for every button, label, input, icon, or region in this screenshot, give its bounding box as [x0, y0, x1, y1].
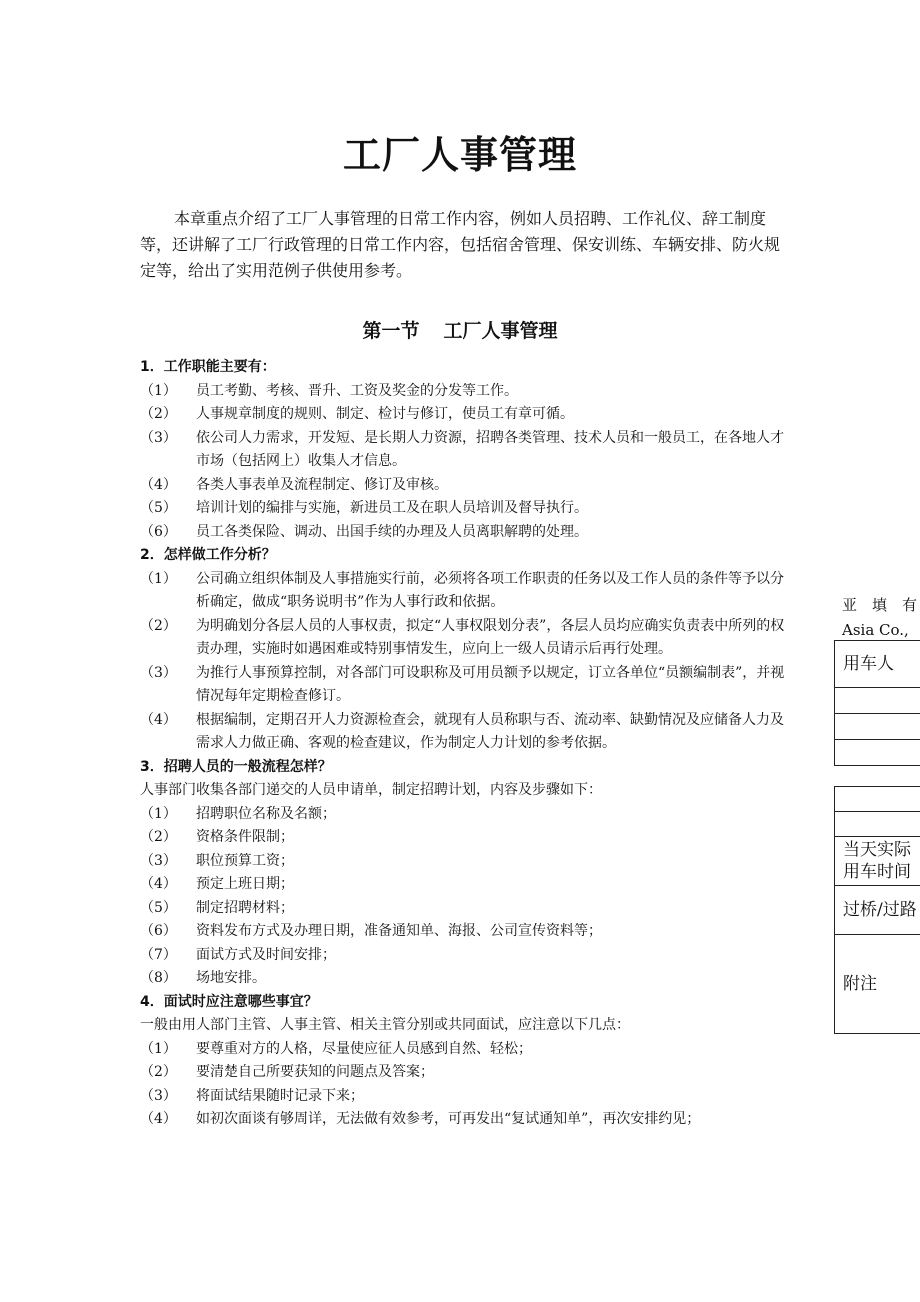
list-item [140, 1108, 790, 1132]
item-number: （1） [140, 382, 177, 399]
item-text: 制定招聘材料； [196, 899, 294, 916]
list-item [140, 850, 790, 874]
list-item [140, 568, 790, 615]
item-text: 为明确划分各层人员的人事权责，拟定“人事权限划分表”，各层人员均应确实负责表中所列的权责办理，实施时如遇困难或特别事情发生，应向上一级人员请示后再行处理。 [196, 617, 785, 657]
item-text: 依公司人力需求，开发短、是长期人力资源，招聘各类管理、技术人员和一般员工，在各地人才市场（包括网上）收集人才信息。 [196, 429, 784, 469]
form-row [835, 641, 920, 688]
list-item [140, 427, 790, 474]
section-title [0, 316, 920, 343]
item-text: 将面试结果随时记录下来； [196, 1087, 364, 1104]
list-item [140, 497, 790, 521]
item-number: （2） [140, 829, 177, 845]
interview-lead: 一般由用人部门主管、人事主管、相关主管分别或共同面试，应注意以下几点： [140, 1017, 630, 1033]
item-text: 员工各类保险、调动、出国手续的办理及人员离职解聘的处理。 [196, 523, 588, 540]
job-analysis-list [140, 568, 790, 756]
list-item [140, 897, 790, 921]
form-row [835, 787, 920, 812]
item-number: （6） [140, 523, 177, 540]
item-text: 各类人事表单及流程制定、修订及审核。 [196, 476, 448, 493]
interview-notes-list [140, 1038, 790, 1132]
item-number: （2） [140, 406, 177, 422]
item-text: 如初次面谈有够周详，无法做有效参考，可再发出“复试通知单”，再次安排约见； [196, 1111, 701, 1127]
item-text: 预定上班日期； [196, 876, 294, 892]
company-name-cn: 亚 填 有 [842, 596, 918, 614]
form-row [835, 740, 920, 766]
item-number: （4） [140, 876, 177, 892]
item-text: 公司确立组织体制及人事措施实行前，必须将各项工作职责的任务以及工作人员的条件等予以分析确定，做成“职务说明书”作为人事行政和依据。 [196, 570, 784, 610]
list-item [140, 380, 790, 404]
item-number: （2） [140, 617, 177, 634]
chapter-intro: 本章重点介绍了工厂人事管理的日常工作内容，例如人员招聘、工作礼仪、辞工制度等，还讲解了工厂行政管理的日常工作内容，包括宿舍管理、保安训练、车辆安排、防火规定等，给出了实用范例子供使用参考。 [140, 209, 781, 280]
item-number: （5） [140, 899, 177, 916]
heading-recruitment-process: 3．招聘人员的一般流程怎样？ [140, 758, 332, 775]
form-row-label: 用车时间 [843, 862, 911, 882]
item-text: 要清楚自己所要获知的问题点及答案； [196, 1064, 434, 1080]
item-number: （1） [140, 570, 177, 587]
list-item [140, 474, 790, 498]
recruitment-steps-list [140, 803, 790, 991]
list-item [140, 826, 790, 850]
list-item [140, 662, 790, 709]
list-item [140, 1038, 790, 1062]
list-item [140, 615, 790, 662]
item-text: 职位预算工资； [196, 852, 294, 869]
item-text: 培训计划的编排与实施，新进员工及在职人员培训及督导执行。 [196, 500, 588, 516]
list-item [140, 403, 790, 427]
item-number: （4） [140, 1111, 177, 1127]
form-row [835, 837, 920, 886]
list-item [140, 920, 790, 944]
item-number: （3） [140, 664, 177, 681]
company-name-en: Asia Co., [842, 621, 909, 639]
list-item [140, 967, 790, 991]
item-number: （5） [140, 500, 177, 516]
item-text: 人事规章制度的规则、制定、检讨与修订，使员工有章可循。 [196, 406, 574, 422]
list-item [140, 521, 790, 545]
form-row [835, 688, 920, 714]
item-number: （1） [140, 805, 177, 822]
item-text: 资料发布方式及办理日期，准备通知单、海报、公司宣传资料等； [196, 923, 602, 939]
item-text: 资格条件限制； [196, 829, 294, 845]
heading-job-analysis: 2．怎样做工作分析？ [140, 547, 276, 563]
section-number: 第一节 [362, 320, 420, 342]
heading-interview-notes: 4．面试时应注意哪些事宜？ [140, 993, 318, 1010]
item-number: （3） [140, 1087, 177, 1104]
recruitment-lead: 人事部门收集各部门递交的人员申请单，制定招聘计划，内容及步骤如下： [140, 782, 602, 798]
main-content [140, 356, 790, 1132]
item-text: 招聘职位名称及名额； [196, 805, 336, 822]
list-item [140, 944, 790, 968]
item-number: （3） [140, 429, 177, 446]
item-number: （6） [140, 923, 177, 939]
list-item [140, 1061, 790, 1085]
item-number: （1） [140, 1040, 177, 1057]
item-text: 场地安排。 [196, 970, 266, 986]
section-name: 工厂人事管理 [443, 320, 558, 342]
document-title: 工厂人事管理 [342, 133, 577, 177]
item-number: （3） [140, 852, 177, 869]
form-row [835, 812, 920, 837]
item-number: （4） [140, 476, 177, 493]
list-item [140, 873, 790, 897]
form-row [835, 714, 920, 740]
vehicle-form-bottom [834, 786, 920, 1034]
item-text: 为推行人事预算控制，对各部门可设职称及可用员额予以规定，订立各单位“员额编制表”，并视情况每年定期检查修订。 [196, 664, 785, 704]
list-item [140, 803, 790, 827]
item-number: （2） [140, 1064, 177, 1080]
form-row-label: 当天实际 [843, 840, 911, 860]
item-text: 员工考勤、考核、晋升、工资及奖金的分发等工作。 [196, 382, 518, 399]
list-item [140, 709, 790, 756]
item-text: 面试方式及时间安排； [196, 946, 336, 963]
item-text: 根据编制，定期召开人力资源检查会，就现有人员称职与否、流动率、缺勤情况及应储备人力及需求人力做正确、客观的检查建议，作为制定人力计划的参考依据。 [196, 711, 784, 751]
form-row-label: 附注 [843, 974, 877, 994]
item-number: （7） [140, 946, 177, 963]
job-functions-list [140, 380, 790, 545]
item-number: （4） [140, 711, 177, 728]
vehicle-form-top [834, 640, 920, 766]
item-number: （8） [140, 970, 177, 986]
form-row [835, 935, 920, 1034]
item-text: 要尊重对方的人格，尽量使应征人员感到自然、轻松； [196, 1040, 532, 1057]
form-row [835, 886, 920, 935]
side-form-header [842, 593, 917, 643]
list-item [140, 1085, 790, 1109]
form-row-label: 用车人 [843, 654, 894, 674]
form-row-label: 过桥/过路 [843, 900, 917, 920]
heading-job-functions: 1．工作职能主要有： [140, 359, 276, 375]
